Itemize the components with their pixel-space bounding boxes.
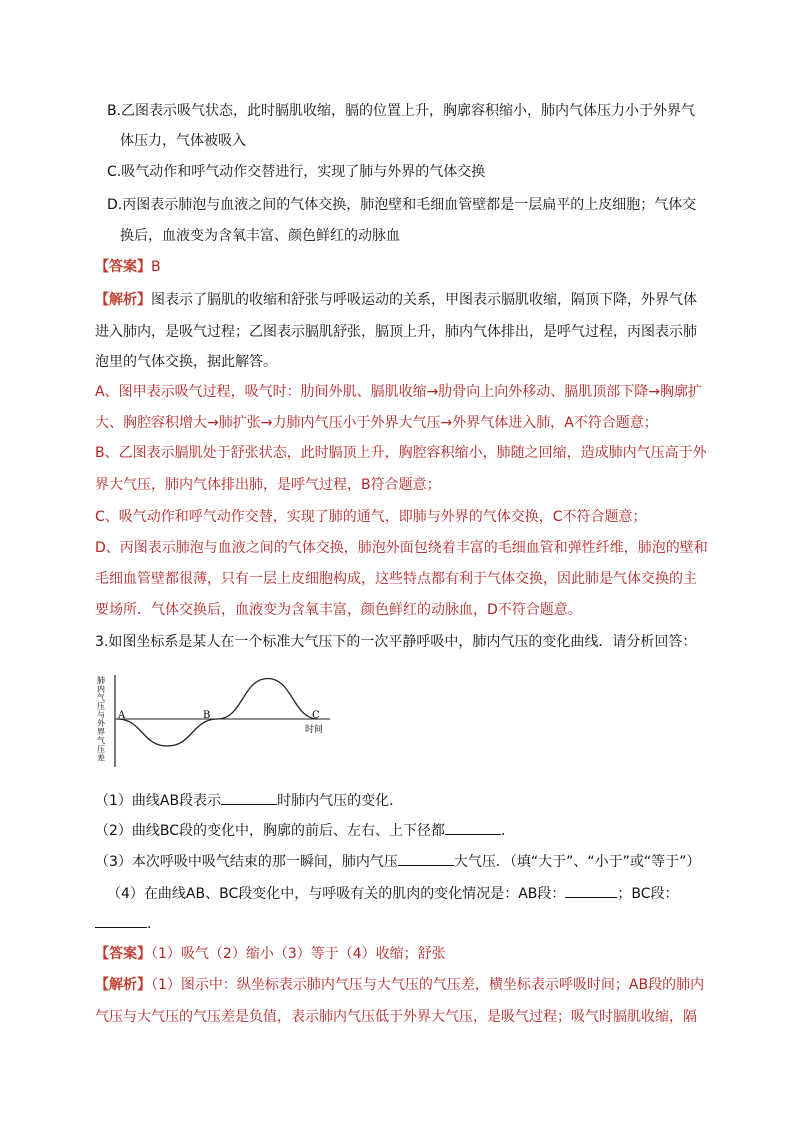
- y-axis-label-char: 肺: [97, 676, 105, 685]
- analysis-block-1: [95, 290, 697, 310]
- q3-suffix: 大气压．（填“大于”、“小于”或“等于”）: [453, 854, 701, 870]
- y-axis-label: [97, 675, 106, 762]
- sub-question-4-cont: [95, 913, 161, 934]
- analysis-d-line3: 要场所．气体交换后，血液变为含氧丰富，颜色鲜红的动脉血，D不符合题意。: [95, 602, 582, 618]
- analysis-line3: 泡里的气体交换，据此解答。: [95, 354, 277, 370]
- q2-suffix: ．: [501, 823, 516, 839]
- y-axis-label-char: 内: [97, 684, 105, 694]
- analysis-c-line1: C、吸气动作和呼气动作交替，实现了肺的通气，即肺与外界的气体交换，C不符合题意；: [95, 509, 647, 525]
- analysis-3-line1: （1）图示中：纵坐标表示肺内气压与大气压的气压差，横坐标表示呼吸时间；AB段的肺内: [151, 977, 705, 993]
- analysis-text: 图表示了膈肌的收缩和舒张与呼吸运动的关系，甲图表示膈肌收缩，隔顶下降，外界气体: [151, 292, 697, 308]
- y-axis-label-char: 与: [97, 710, 105, 720]
- pressure-curve-chart: [95, 672, 340, 772]
- analysis-b-line2: 界大气压，肺内气体排出肺，是呼气过程，B符合题意；: [95, 477, 441, 493]
- q4-end: ．: [147, 916, 161, 932]
- y-axis-label-char: 压: [97, 744, 105, 754]
- y-axis-label-char: 气: [97, 736, 105, 746]
- answer-blank-3[interactable]: [398, 851, 454, 866]
- x-axis-label: 时间: [305, 725, 324, 735]
- q1-suffix: 时肺内气压的变化．: [277, 793, 404, 809]
- analysis-block-3: [95, 975, 704, 995]
- question-3-stem: 3.如图坐标系是某人在一个标准大气压下的一次平静呼吸中，肺内气压的变化曲线．请分析回答：: [95, 634, 697, 650]
- option-d-line1: D.丙图表示肺泡与血液之间的气体交换，肺泡壁和毛细血管壁都是一层扁平的上皮细胞；气体交: [107, 197, 697, 213]
- option-b-line2: 体压力，气体被吸入: [120, 133, 246, 149]
- q4-prefix: （4）在曲线AB、BC段变化中，与呼吸有关的肌肉的变化情况是：AB段：: [107, 886, 566, 902]
- answer-blank-4a[interactable]: [565, 883, 617, 898]
- answer-blank-2[interactable]: [445, 820, 501, 835]
- pressure-curve: [117, 679, 318, 747]
- point-a-label: A: [118, 710, 126, 721]
- answer-blank-1[interactable]: [221, 790, 277, 805]
- y-axis-label-char: 压: [97, 701, 105, 711]
- sub-question-3: [95, 851, 700, 872]
- q2-prefix: （2）曲线BC段的变化中，胸廓的前后、左右、上下径都: [95, 823, 446, 839]
- q1-prefix: （1）曲线AB段表示: [95, 793, 222, 809]
- y-axis-label-char: 气: [97, 693, 105, 703]
- answer-3-tag: 【答案】: [95, 946, 151, 962]
- answer-tag: 【答案】: [95, 259, 151, 275]
- analysis-3-tag: 【解析】: [95, 977, 151, 993]
- point-b-label: B: [203, 710, 211, 721]
- answer-3-value: （1）吸气（2）缩小（3）等于（4）收缩；舒张: [151, 946, 446, 962]
- analysis-d-line2: 毛细血管壁都很薄，只有一层上皮细胞构成，这些特点都有利于气体交换，因此肺是气体交换的主: [95, 571, 697, 587]
- q4-middle: ；BC段：: [617, 886, 679, 902]
- sub-question-2: [95, 820, 515, 841]
- y-axis-label-char: 差: [97, 753, 105, 763]
- answer-block-3: [95, 944, 446, 964]
- sub-question-4: [107, 883, 679, 904]
- answer-value: B: [151, 259, 161, 275]
- analysis-tag: 【解析】: [95, 292, 151, 308]
- analysis-a-line2: 大、胸腔容积增大→肺扩张→力肺内气压小于外界大气压→外界气体进入肺，A不符合题意；: [95, 415, 658, 431]
- q3-prefix: （3）本次呼吸中吸气结束的那一瞬间，肺内气压: [95, 854, 398, 870]
- analysis-d-line1: D、丙图表示肺泡与血液之间的气体交换，肺泡外面包绕着丰富的毛细血管和弹性纤维，肺泡的壁和: [95, 540, 708, 556]
- analysis-3-line2: 气压与大气压的气压差是负值，表示肺内气压低于外界大气压，是吸气过程；吸气时膈肌收缩，隔: [95, 1009, 697, 1025]
- point-c-label: C: [312, 710, 320, 721]
- answer-block-1: [95, 257, 161, 277]
- option-c: C.吸气动作和呼气动作交替进行，实现了肺与外界的气体交换: [107, 164, 486, 180]
- y-axis-label-char: 外: [97, 719, 105, 728]
- analysis-a-line1: A、图甲表示吸气过程，吸气时：肋间外肌、膈肌收缩→肋骨向上向外移动、膈肌顶部下降→胸廓扩: [95, 384, 703, 400]
- option-b-line1: B.乙图表示吸气状态，此时膈肌收缩，膈的位置上升，胸廓容积缩小，肺内气体压力小于外界气: [107, 103, 696, 119]
- analysis-b-line1: B、乙图表示膈肌处于舒张状态，此时膈顶上升，胸腔容积缩小，肺随之回缩，造成肺内气压高于外: [95, 445, 707, 461]
- option-d-line2: 换后，血液变为含氧丰富、颜色鲜红的动脉血: [120, 228, 400, 244]
- analysis-line2: 进入肺内，是吸气过程；乙图表示膈肌舒张，膈顶上升，肺内气体排出，是呼气过程，丙图表示肺: [95, 324, 697, 340]
- sub-question-1: [95, 790, 403, 811]
- y-axis-label-char: 界: [97, 727, 105, 737]
- answer-blank-4b[interactable]: [95, 913, 147, 928]
